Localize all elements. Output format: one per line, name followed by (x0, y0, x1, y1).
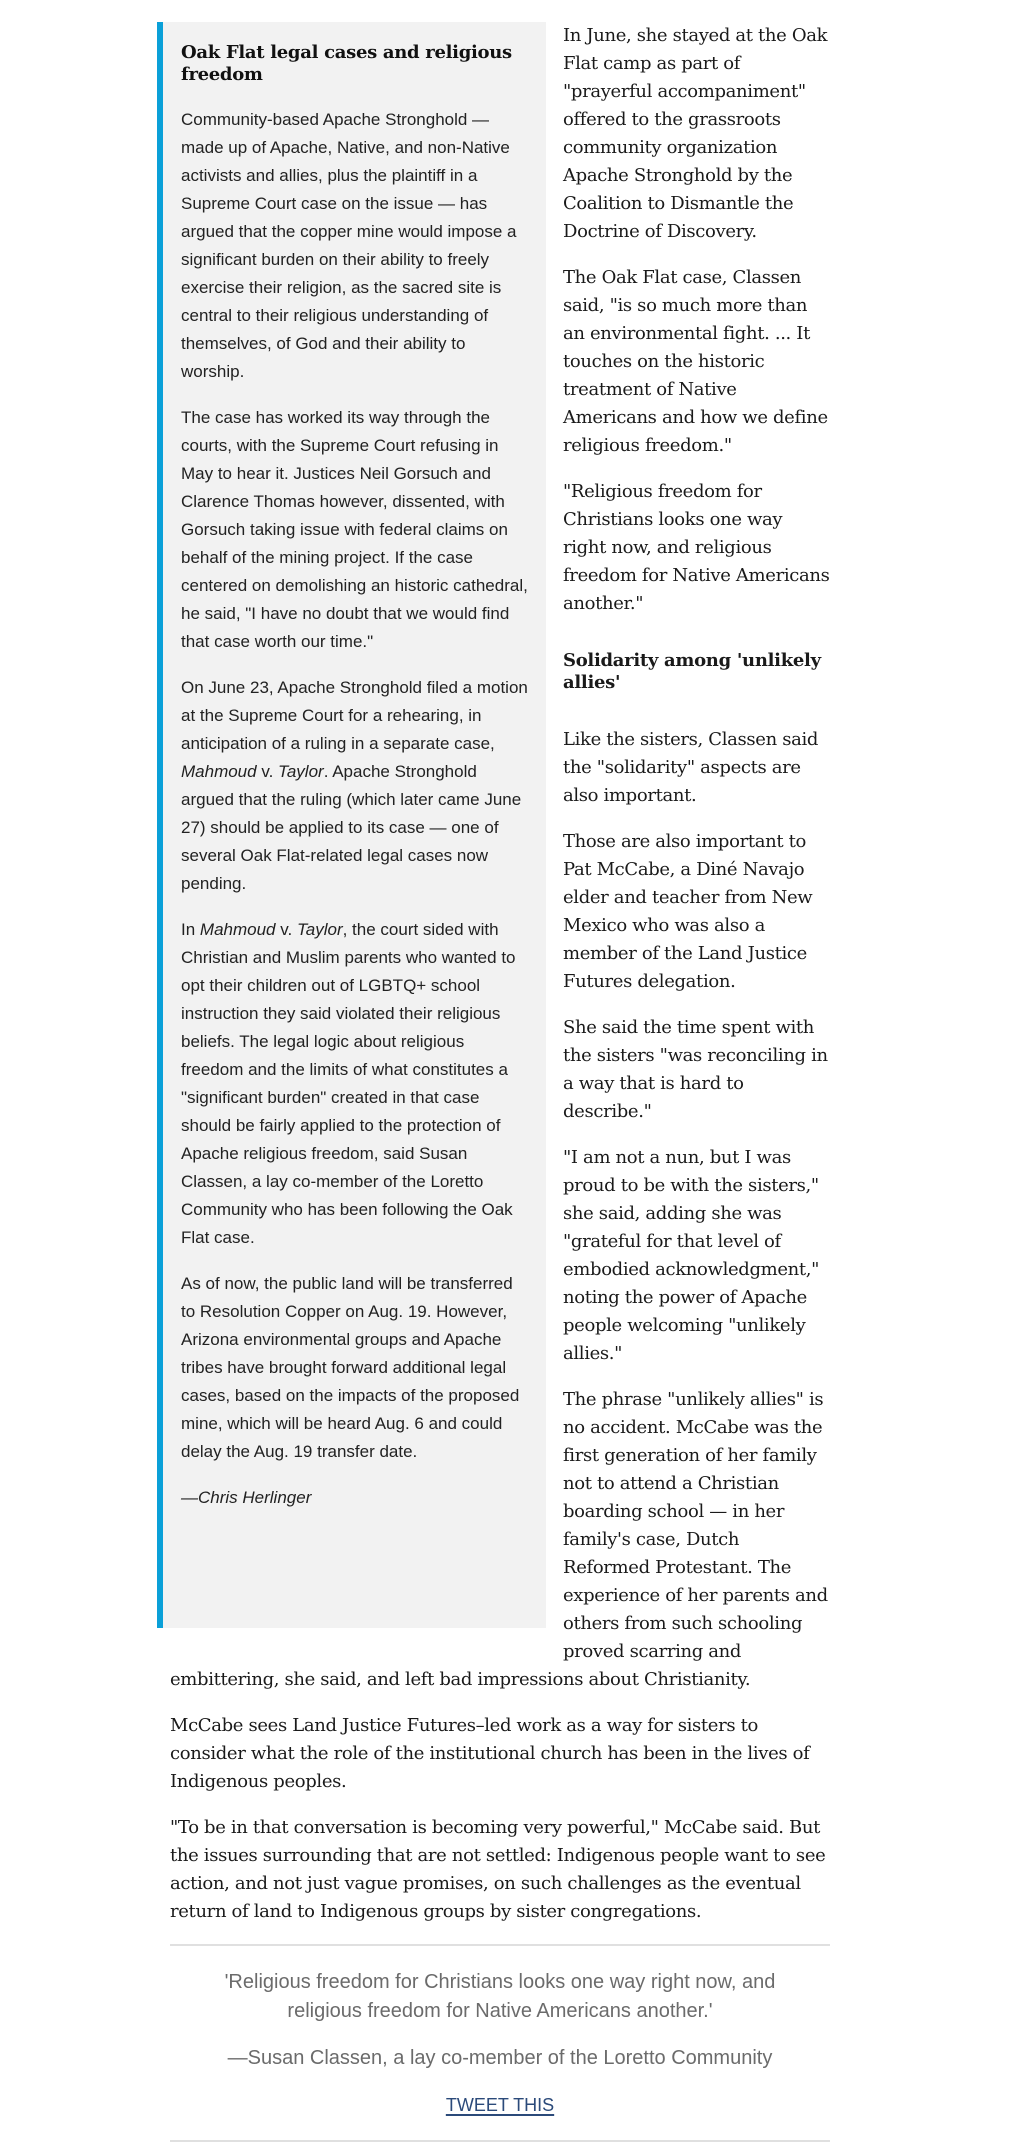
sidebar-paragraph (181, 916, 528, 1252)
pull-quote (170, 1944, 830, 2142)
sidebar-paragraph: As of now, the public land will be transferred to Resolution Copper on Aug. 19. However, Arizona environmental groups and Apache tribes have brought forward additional legal cases, based on the impacts of the proposed mine, which will be heard Aug. 6 and could delay the Aug. 19 transfer date. (181, 1274, 520, 1461)
article-body (170, 0, 830, 2142)
pull-quote-text: 'Religious freedom for Christians looks one way right now, and religious freedom for Native Americans another.' (224, 1971, 776, 2022)
text-span: v. (275, 920, 297, 939)
article-paragraph: She said the time spent with the sisters "was reconciling in a way that is hard to describe." (563, 1017, 828, 1122)
case-name-italic: Mahmoud (181, 762, 257, 781)
sidebar-heading: Oak Flat legal cases and religious freedom (181, 42, 512, 85)
article-paragraph: The phrase "unlikely allies" is no accident. McCabe was the first generation of her family not to attend a Christian boarding school — in her family's case, Dutch Reformed Protestant. The experience of her parents and others from such schooling proved scarring and embittering, she said, and left bad impressions about Christianity. (170, 1389, 828, 1690)
sidebar-byline: —Chris Herlinger (181, 1488, 312, 1507)
sidebar-paragraph: The case has worked its way through the courts, with the Supreme Court refusing in May to hear it. Justices Neil Gorsuch and Clarence Thomas however, dissented, with Gorsuch taking issue with federal claims on behalf of the mining project. If the case centered on demolishing an historic cathedral, he said, "I have no doubt that we would find that case worth our time." (181, 408, 528, 651)
sidebar-box-legal-cases (157, 22, 546, 1628)
tweet-this-link[interactable]: TWEET THIS (445, 2095, 555, 2115)
sidebar-paragraph: Community-based Apache Stronghold — made up of Apache, Native, and non-Native activists and allies, plus the plaintiff in a Supreme Court case on the issue — has argued that the copper mine would impose a significant burden on their ability to freely exercise their religion, as the sacred site is central to their religious understanding of themselves, of God and their ability to worship. (181, 110, 517, 381)
case-name-italic: Taylor (296, 920, 343, 939)
article-paragraph: The Oak Flat case, Classen said, "is so much more than an environmental fight. ... It touches on the historic treatment of Native Americans and how we define religious freedom." (563, 267, 828, 456)
article-paragraph: Those are also important to Pat McCabe, a Diné Navajo elder and teacher from New Mexico who was also a member of the Land Justice Futures delegation. (563, 831, 813, 992)
article-paragraph: "I am not a nun, but I was proud to be with the sisters," she said, adding she was "grateful for that level of embodied acknowledgment," noting the power of Apache people welcoming "unlikely allies." (563, 1147, 820, 1364)
section-subheading: Solidarity among 'unlikely allies' (563, 650, 821, 693)
case-name-italic: Mahmoud (199, 920, 276, 939)
article-paragraph: McCabe sees Land Justice Futures–led work as a way for sisters to consider what the role of the institutional church has been in the lives of Indigenous peoples. (170, 1715, 810, 1792)
article-paragraph: "To be in that conversation is becoming very powerful," McCabe said. But the issues surrounding that are not settled: Indigenous people want to see action, and not just vague promises, on such challenges as the eventual return of land to Indigenous groups by sister congregations. (170, 1817, 826, 1922)
sidebar-paragraph (181, 674, 528, 898)
pull-quote-attribution: —Susan Classen, a lay co-member of the Loretto Community (227, 2047, 773, 2069)
text-span: . Apache Stronghold argued that the ruling (which later came June 27) should be applied to its case — one of several Oak Flat-related legal cases now pending. (181, 762, 522, 893)
cut-off-previous-text (170, 0, 830, 22)
text-span: , the court sided with Christian and Muslim parents who wanted to opt their children out of LGBTQ+ school instruction they said violated their religious beliefs. The legal logic about religious freedom and the limits of what constitutes a "significant burden" created in that case should be fairly applied to the protection of Apache religious freedom, said Susan Classen, a lay co-member of the Loretto Community who has been following the Oak Flat case. (181, 920, 516, 1247)
text-span: In (181, 920, 200, 939)
article-paragraph: Like the sisters, Classen said the "solidarity" aspects are also important. (563, 729, 819, 806)
text-span: On June 23, Apache Stronghold filed a motion at the Supreme Court for a rehearing, in anticipation of a ruling in a separate case, (181, 678, 528, 753)
article-paragraph: In June, she stayed at the Oak Flat camp as part of "prayerful accompaniment" offered to the grassroots community organization Apache Stronghold by the Coalition to Dismantle the Doctrine of Discovery. (563, 25, 828, 242)
case-name-italic: Taylor (278, 762, 324, 781)
article-paragraph: "Religious freedom for Christians looks one way right now, and religious freedom for Native Americans another." (563, 481, 830, 614)
text-span: v. (256, 762, 279, 781)
